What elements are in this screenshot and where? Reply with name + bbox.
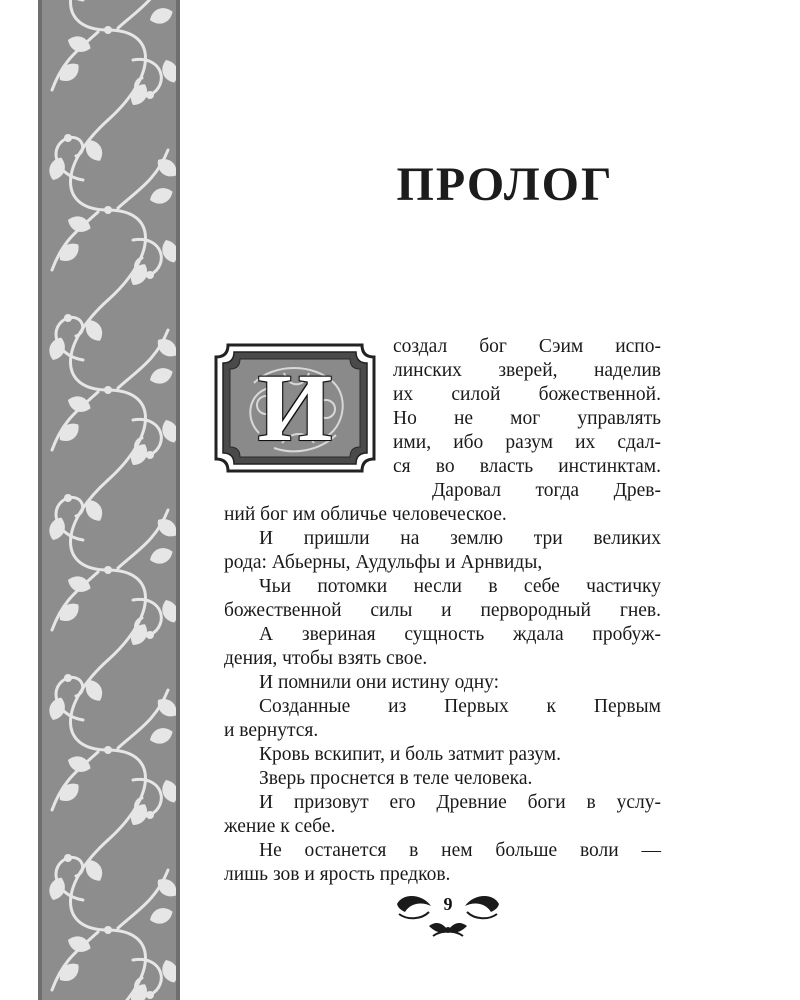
text-line: создал бог Сэим испо- [393,336,661,357]
text-line: Не останется в нем больше воли — [259,840,661,861]
text-line: А звериная сущность ждала пробуж- [259,624,661,645]
text-line: И помнили они истину одну: [259,672,500,693]
drop-cap-letter: И [257,354,333,461]
text-line: дения, чтобы взять свое. [224,648,428,669]
text-line: жение к себе. [224,816,336,837]
text-line: Зверь проснется в теле человека. [259,768,533,789]
text-line: линских зверей, наделив [393,360,661,381]
text-line: лишь зов и ярость предков. [224,864,451,885]
text-line: их силой божественной. [393,384,661,405]
text-line: Кровь вскипит, и боль затмит разум. [259,744,561,765]
page-number: 9 [443,894,453,914]
text-line: Даровал тогда Древ- [432,480,661,501]
page-folio [393,890,503,942]
text-line: Чьи потомки несли в себе частичку [259,576,661,597]
text-line: рода: Абьерны, Аудульфы и Арнвиды, [224,552,543,573]
text-line: и вернутся. [224,720,319,741]
text-line: ими, ибо разум их сдал- [393,432,661,453]
text-line: ся во власть инстинктам. [393,456,661,477]
text-line: И пришли на землю три великих [259,528,661,549]
text-line: Но не мог управлять [393,408,661,429]
text-line: ний бог им обличье человеческое. [224,504,507,525]
page-title: ПРОЛОГ [396,158,614,211]
text-line: И призовут его Древние боги в услу- [259,792,661,813]
text-line: Созданные из Первых к Первым [259,696,661,717]
text-line: божественной силы и первородный гнев. [224,600,661,621]
